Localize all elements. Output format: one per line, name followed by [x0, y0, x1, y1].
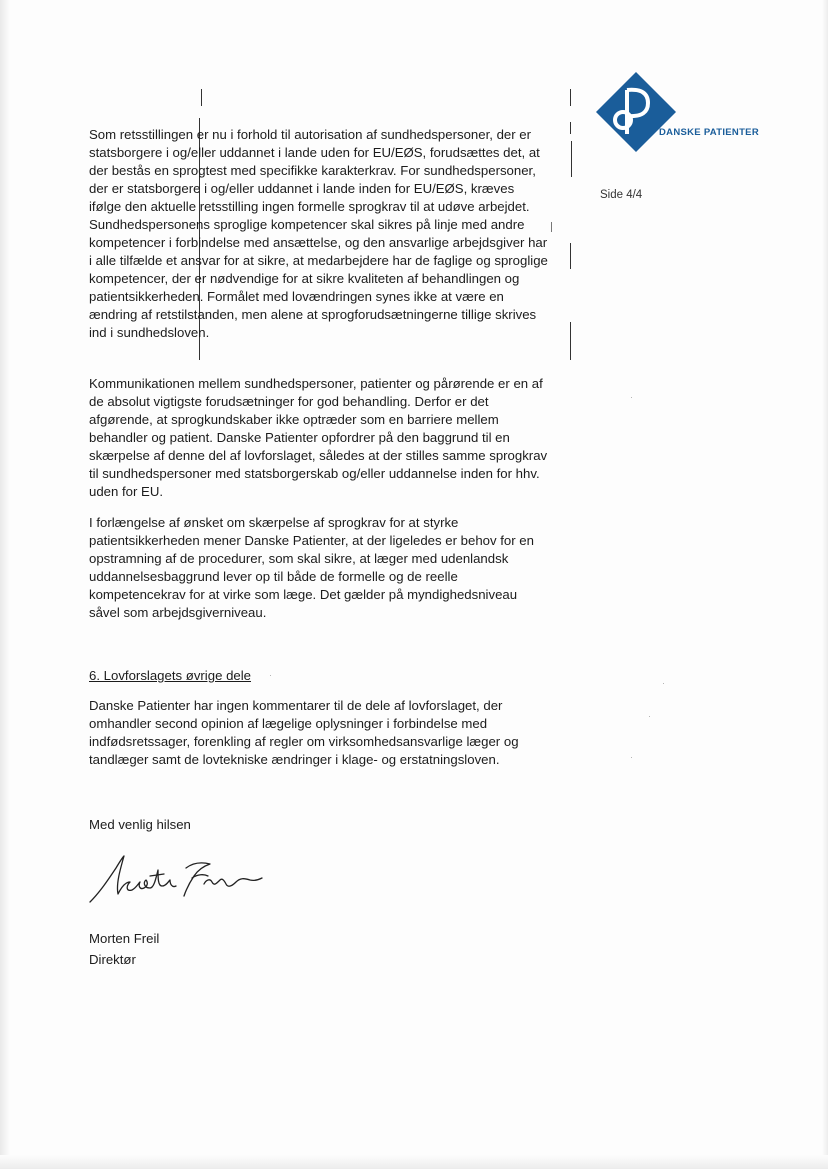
scan-mark — [570, 122, 571, 134]
paragraph-3 — [89, 514, 549, 622]
section-paragraph — [89, 697, 549, 769]
scan-mark — [571, 141, 572, 177]
signer-title: Direktør — [89, 952, 136, 967]
scan-mark — [570, 243, 571, 269]
scan-speck — [649, 716, 650, 717]
section-heading: 6. Lovforslagets øvrige dele — [89, 668, 251, 683]
page-number: Side 4/4 — [600, 189, 643, 201]
paragraph-text: I forlængelse af ønsket om skærpelse af sprogkrav for at styrke patientsikkerheden mener Danske Patienter, at der ligeledes er behov for en opstramning af de procedurer, som skal sikre, at læger med udenlandsk uddannelsesbaggrund lever op til både de formelle og de reelle kompetencekrav for at virke som læge. Det gælder på myndighedsniveau såvel som arbejdsgiverniveau. — [89, 515, 534, 620]
scan-speck — [663, 683, 664, 684]
paragraph-text: Kommunikationen mellem sundhedspersoner, patienter og pårørende er en af de absolut vigtigste forudsætninger for god behandling. Derfor er det afgørende, at sprogkundskaber ikke optræder som en barriere mellem behandler og patient. Danske Patienter opfordrer på den baggrund til en skærpelse af denne del af lovforslaget, således at der stilles samme sprogkrav til sundhedspersoner med statsborgerskab og/eller uddannelse inden for hhv. uden for EU. — [89, 376, 548, 499]
signer-name: Morten Freil — [89, 931, 160, 946]
paragraph-1 — [89, 126, 549, 342]
paragraph-2 — [89, 375, 549, 501]
logo-wordmark: DANSKE PATIENTER — [659, 127, 759, 138]
handwritten-signature — [86, 848, 266, 910]
scan-mark — [570, 322, 571, 360]
scan-mark — [201, 89, 202, 106]
paragraph-text: Som retsstillingen er nu i forhold til autorisation af sundhedspersoner, der er statsborgere i og/eller uddannet i lande uden for EU/EØS, forudsættes det, at der bestås en sprogtest med specifikke karakterkrav. For sundhedspersoner, der er statsborgere i og/eller uddannet i lande inden for EU/EØS, kræves ifølge den aktuelle retsstilling ingen formelle sprogkrav til at udøve arbejdet. Sundhedspersonens sproglige kompetencer skal sikres på linje med andre kompetencer i forbindelse med ansættelse, og den ansvarlige arbejdsgiver har i alle tilfælde et ansvar for at sikre, at medarbejdere har de faglige og sproglige kompetencer, der er nødvendige for at sikre kvaliteten af behandlingen og patientsikkerheden. Formålet med lovændringen synes ikke at være en ændring af retstilstanden, men alene at sprogforudsætningerne tillige skrives ind i sundhedsloven. — [89, 127, 548, 340]
scan-speck — [631, 757, 632, 758]
scan-shadow-right — [822, 0, 828, 1169]
scan-shadow-bottom — [0, 1155, 828, 1169]
paragraph-text: Danske Patienter har ingen kommentarer til de dele af lovforslaget, der omhandler second opinion af lægelige oplysninger i forbindelse med indfødsretssager, forenkling af regler om virksomhedsansvarlige læger og tandlæger samt de lovtekniske ændringer i klage- og erstatningsloven. — [89, 698, 519, 767]
scan-speck — [270, 675, 271, 676]
scan-shadow-left — [0, 0, 10, 1169]
scan-mark — [570, 89, 571, 106]
scan-mark — [551, 222, 552, 232]
danske-patienter-logo-icon — [596, 72, 676, 152]
closing-greeting: Med venlig hilsen — [89, 817, 191, 832]
scan-speck — [631, 397, 632, 398]
